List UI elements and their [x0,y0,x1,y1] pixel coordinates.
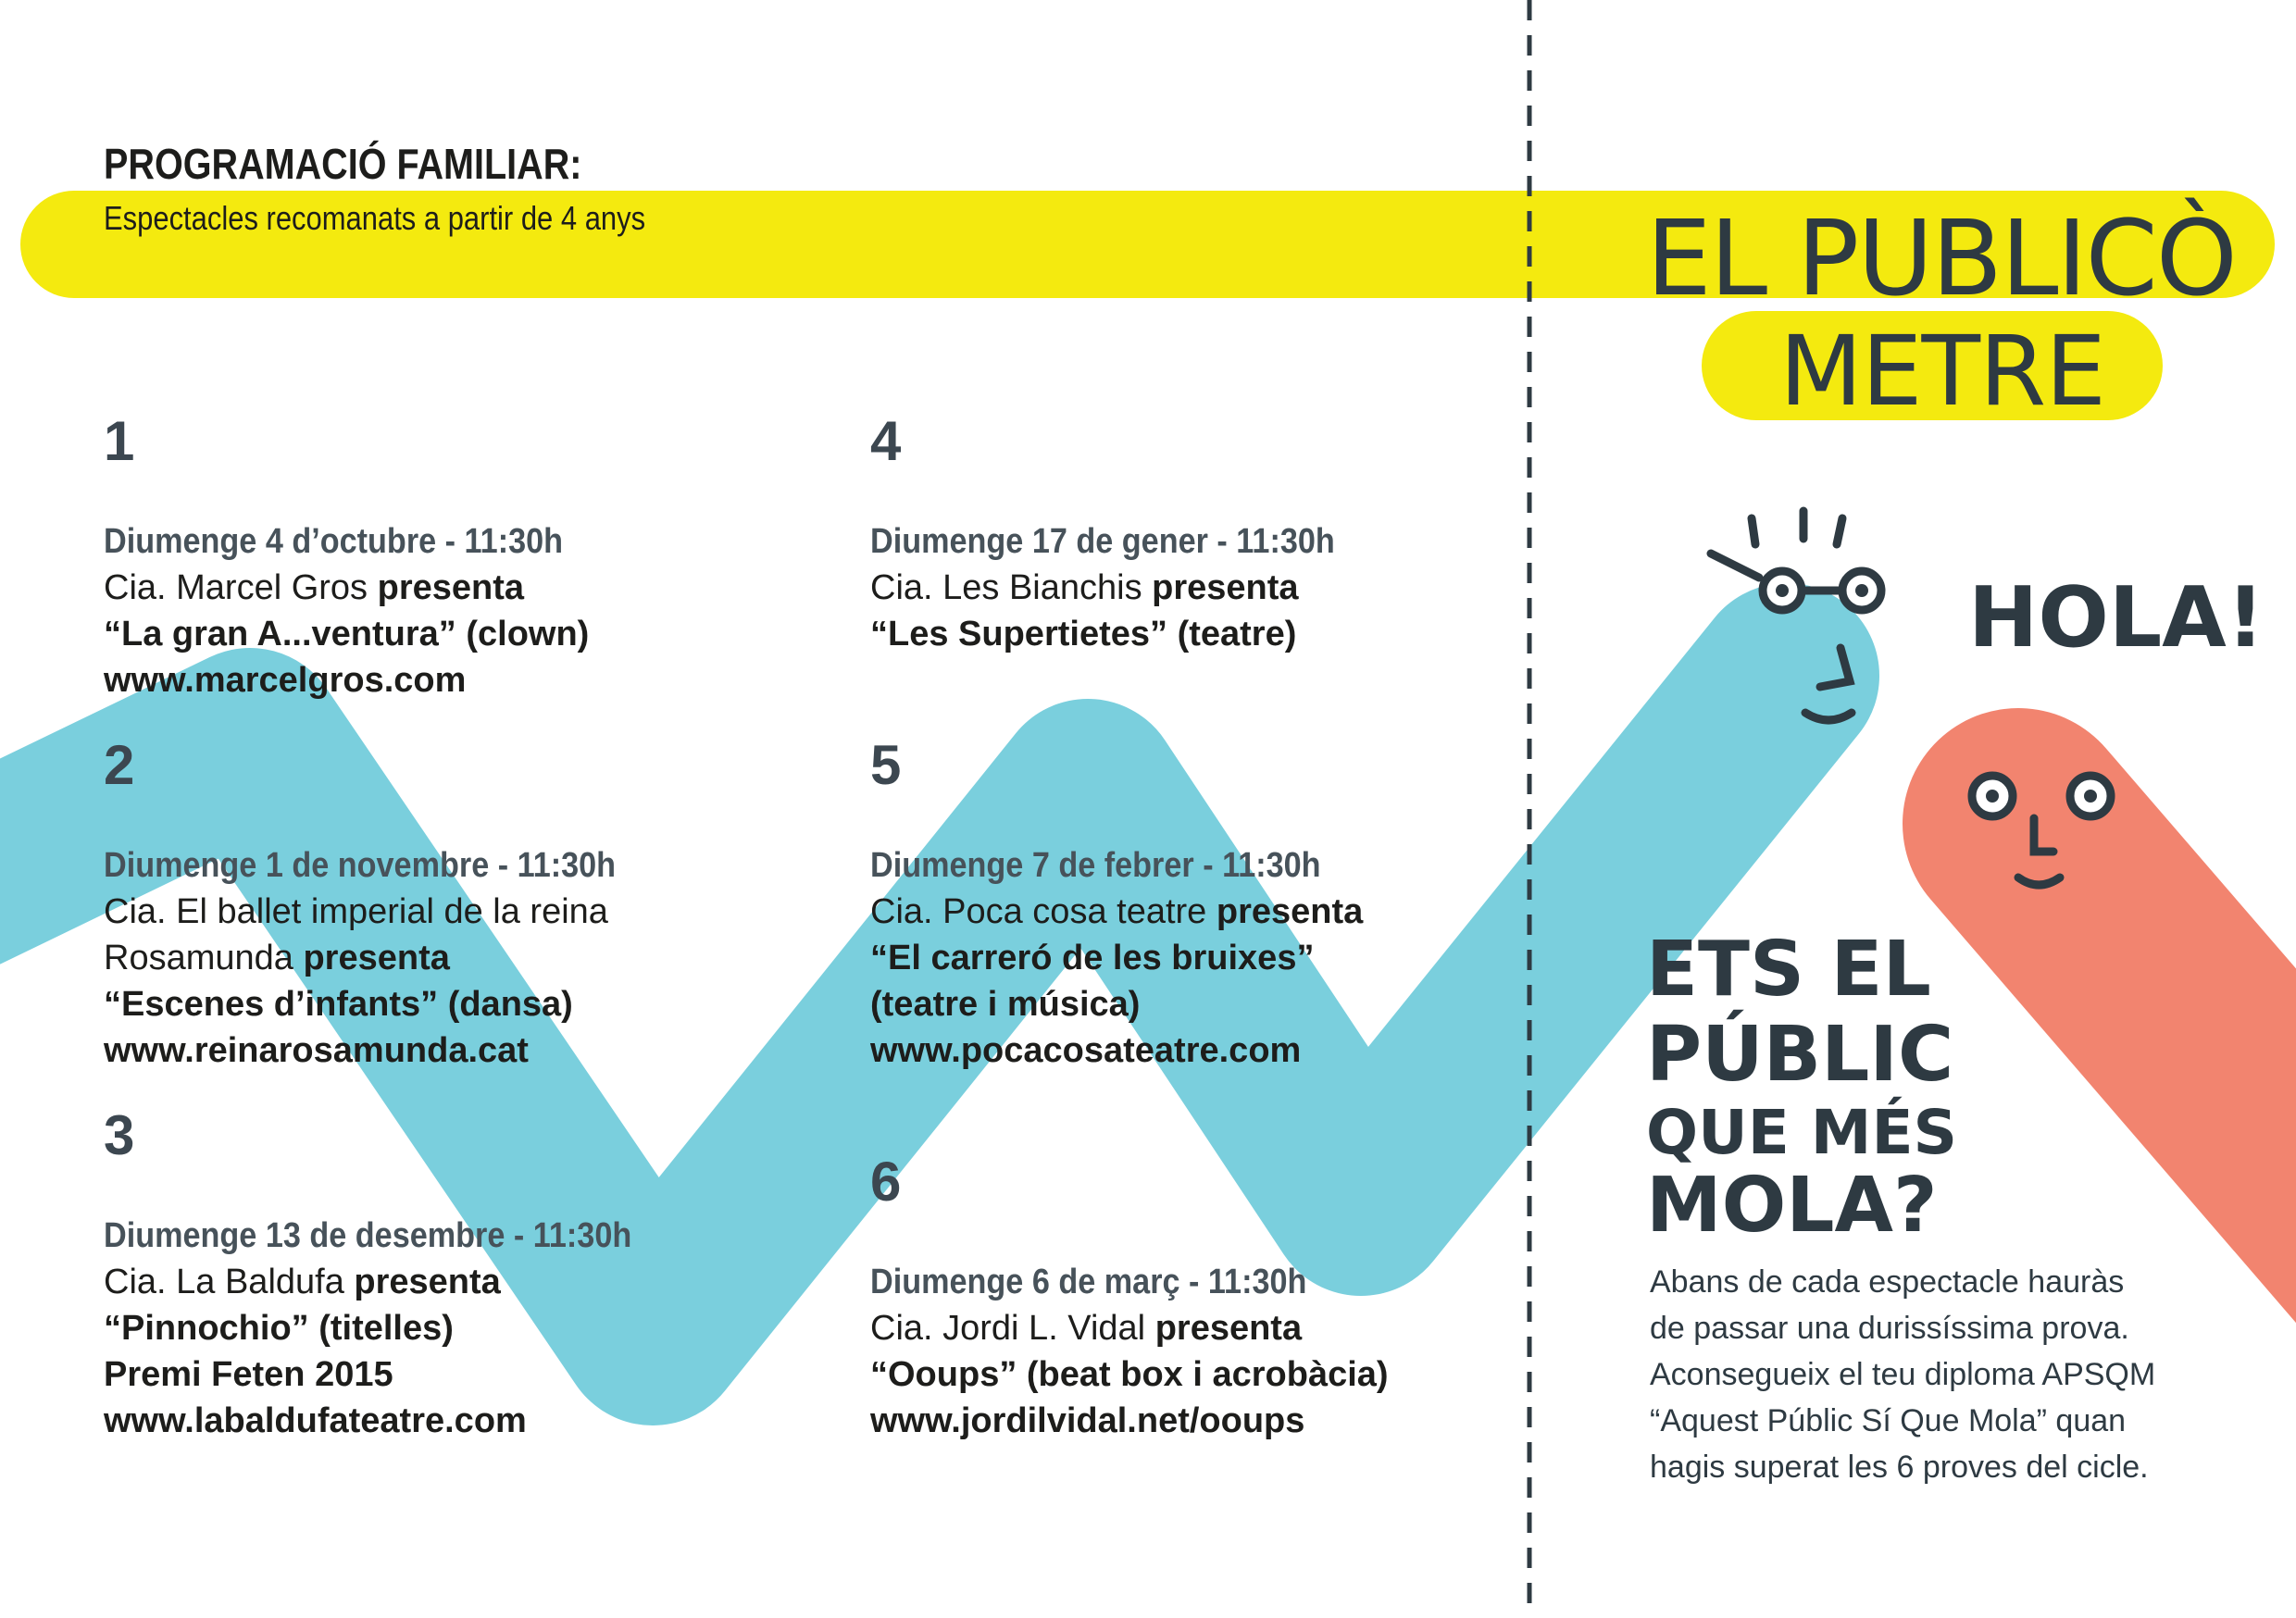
event-6-show-line [870,1351,1629,1398]
event-1-show-line [104,611,863,657]
event-2-company-rest: Rosamunda [104,939,293,977]
event-5-presenta: presenta [1216,892,1364,931]
event-2-show-line [104,981,863,1027]
event-3-url[interactable]: www.labaldufateatre.com [104,1401,527,1440]
event-2-number: 2 [104,734,135,796]
event-4-company: Cia. Les Bianchis [870,568,1142,607]
event-1 [104,518,863,703]
event-6-company-line [870,1305,1629,1351]
paragraph-line: “Aquest Públic Sí Que Mola” quan [1650,1403,2127,1438]
event-3-company-line [104,1259,863,1305]
event-4-company-line [870,565,1629,611]
event-6-company: Cia. Jordi L. Vidal [870,1309,1146,1348]
event-4-number: 4 [870,410,902,472]
event-3-presenta: presenta [354,1263,501,1301]
event-2-show: “Escenes d’infants” [104,985,439,1024]
event-1-presenta: presenta [377,568,525,607]
question-line3: QUE MÉS [1646,1097,1958,1168]
event-6-url[interactable]: www.jordilvidal.net/ooups [870,1401,1305,1440]
event-3-genre: (titelles) [318,1309,454,1348]
event-2-presenta: presenta [303,939,450,977]
question-line4: MOLA? [1646,1162,1938,1250]
event-5-company-line [870,889,1629,935]
event-5 [870,842,1629,1074]
paragraph-line: Abans de cada espectacle hauràs [1650,1264,2125,1300]
event-2 [104,842,863,1074]
event-6-number: 6 [870,1151,902,1213]
event-1-url[interactable]: www.marcelgros.com [104,661,467,700]
event-1-date: Diumenge 4 d’octubre - 11:30h [104,522,564,561]
event-1-number: 1 [104,410,135,472]
event-2-genre: (dansa) [447,985,573,1024]
question-line1: ETS EL [1646,926,1931,1014]
event-1-show: “La gran A...ventura” [104,615,456,653]
cover-paragraph [1650,1259,2242,1490]
event-3 [104,1213,863,1444]
event-5-number: 5 [870,734,902,796]
event-3-show: “Pinnochio” [104,1309,309,1348]
event-5-url[interactable]: www.pocacosateatre.com [870,1031,1302,1070]
event-1-company: Cia. Marcel Gros [104,568,368,607]
event-6-date: Diumenge 6 de març - 11:30h [870,1263,1307,1301]
cover-title-line1: EL PUBLICÒ [1646,199,2236,319]
event-4 [870,518,1629,657]
event-1-genre: (clown) [466,615,590,653]
event-6-genre: (beat box i acrobàcia) [1026,1355,1389,1394]
event-3-company: Cia. La Baldufa [104,1263,344,1301]
hola-text: HOLA! [1968,569,2265,666]
question-line2: PÚBLIC [1646,1011,1954,1099]
event-5-company: Cia. Poca cosa teatre [870,892,1207,931]
event-2-date: Diumenge 1 de novembre - 11:30h [104,846,617,885]
paragraph-line: Aconsegueix el teu diploma APSQM [1650,1357,2156,1392]
event-2-company-line2 [104,935,863,981]
event-3-number: 3 [104,1104,135,1166]
event-3-show-line [104,1305,863,1351]
event-6-show: “Ooups” [870,1355,1017,1394]
event-5-genre: (teatre i música) [870,985,1141,1024]
event-2-company-line1: Cia. El ballet imperial de la reina [104,892,608,931]
event-4-date: Diumenge 17 de gener - 11:30h [870,522,1335,561]
event-5-date: Diumenge 7 de febrer - 11:30h [870,846,1321,885]
program-subtitle: Espectacles recomanats a partir de 4 anys [104,199,646,237]
program-title: PROGRAMACIÓ FAMILIAR: [104,140,582,188]
event-6 [870,1259,1629,1444]
event-5-show: “El carreró de les bruixes” [870,939,1315,977]
event-4-genre: (teatre) [1177,615,1297,653]
event-4-show: “Les Supertietes” [870,615,1167,653]
event-3-date: Diumenge 13 de desembre - 11:30h [104,1216,632,1255]
cover-title-line2: METRE [1779,315,2105,428]
event-3-award: Premi Feten 2015 [104,1355,393,1394]
coral-worm [2018,824,2296,1296]
paragraph-line: hagis superat les 6 proves del cicle. [1650,1450,2149,1485]
event-2-url[interactable]: www.reinarosamunda.cat [104,1031,529,1070]
event-6-presenta: presenta [1154,1309,1303,1348]
event-4-show-line [870,611,1629,657]
paragraph-line: de passar una durissíssima prova. [1650,1311,2129,1346]
event-1-company-line [104,565,863,611]
event-4-presenta: presenta [1152,568,1299,607]
